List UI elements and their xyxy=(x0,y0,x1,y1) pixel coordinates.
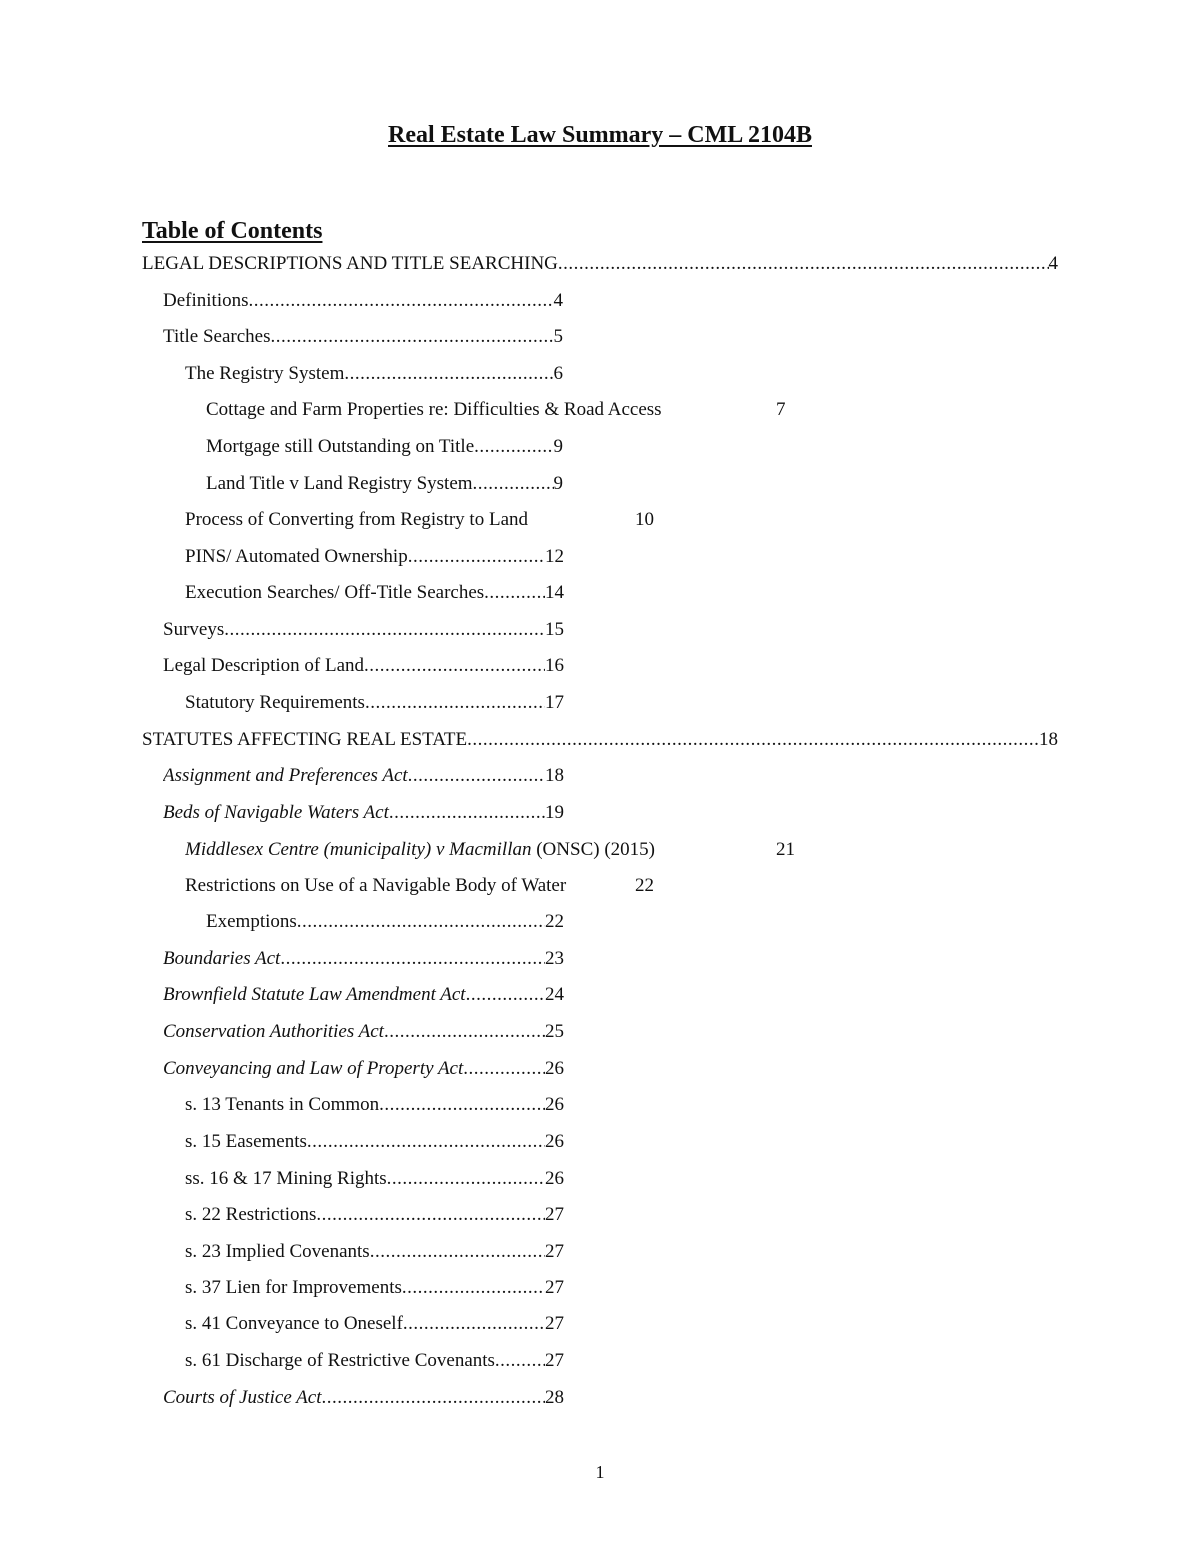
toc-entry-text: Conservation Authorities Act xyxy=(163,1021,384,1042)
dot-leader xyxy=(387,1165,545,1193)
toc-entry-text: Brownfield Statute Law Amendment Act xyxy=(163,984,466,1005)
toc-entry-page: 19 xyxy=(545,802,564,823)
toc-entry-definitions[interactable] xyxy=(163,287,563,315)
dot-leader xyxy=(402,1274,545,1302)
toc-entry-legal-descriptions[interactable] xyxy=(142,250,1058,278)
toc-entry-mortgage-outstanding[interactable] xyxy=(206,433,563,461)
toc-entry-text-suffix: (ONSC) (2015) xyxy=(531,839,655,860)
toc-entry-page: 23 xyxy=(545,948,564,969)
toc-entry-text: Middlesex Centre (municipality) v Macmillan xyxy=(185,839,532,860)
dot-leader xyxy=(389,799,545,827)
toc-entry-s23[interactable] xyxy=(185,1238,564,1266)
dot-leader xyxy=(307,1128,545,1156)
toc-entry-surveys[interactable] xyxy=(163,616,564,644)
dot-leader xyxy=(270,323,553,351)
toc-entry-page: 4 xyxy=(553,290,563,311)
toc-entry-page: 27 xyxy=(545,1277,564,1298)
toc-entry-page: 26 xyxy=(545,1168,564,1189)
toc-entry-page: 24 xyxy=(545,984,564,1005)
toc-entry-text: LEGAL DESCRIPTIONS AND TITLE SEARCHING xyxy=(142,253,558,274)
toc-entry-text: s. 13 Tenants in Common xyxy=(185,1094,380,1115)
dot-leader xyxy=(463,1055,545,1083)
toc-entry-page: 27 xyxy=(545,1204,564,1225)
toc-entry-text: Assignment and Preferences Act xyxy=(163,765,408,786)
toc-entry-page: 27 xyxy=(545,1313,564,1334)
toc-entry-page: 25 xyxy=(545,1021,564,1042)
dot-leader xyxy=(249,287,554,315)
toc-entry-text: s. 15 Easements xyxy=(185,1131,307,1152)
dot-leader xyxy=(495,1347,545,1375)
toc-entry-text: ss. 16 & 17 Mining Rights xyxy=(185,1168,387,1189)
toc-entry-text: Title Searches xyxy=(163,326,271,347)
toc-entry-text: Process of Converting from Registry to Land xyxy=(185,509,529,530)
toc-entry-text: Restrictions on Use of a Navigable Body of Water xyxy=(185,875,567,896)
toc-entry-page: 26 xyxy=(545,1094,564,1115)
toc-entry-beds-navigable-waters[interactable] xyxy=(163,799,564,827)
toc-entry-brownfield[interactable] xyxy=(163,981,564,1009)
dot-leader xyxy=(467,726,1039,754)
toc-entry-s13[interactable] xyxy=(185,1091,564,1119)
toc-entry-page: 17 xyxy=(545,692,564,713)
toc-entry-page: 4 xyxy=(1048,253,1058,274)
dot-leader xyxy=(370,1238,545,1266)
dot-leader xyxy=(466,981,545,1009)
toc-entry-s15[interactable] xyxy=(185,1128,564,1156)
toc-entry-text: Courts of Justice Act xyxy=(163,1387,322,1408)
dot-leader xyxy=(379,1091,545,1119)
toc-entry-page: 9 xyxy=(553,436,563,457)
toc-entry-exemptions[interactable] xyxy=(206,908,564,936)
dot-leader xyxy=(474,433,553,461)
toc-entry-assignment-preferences[interactable] xyxy=(163,762,564,790)
toc-entry-page: 28 xyxy=(545,1387,564,1408)
toc-entry-text: s. 41 Conveyance to Oneself xyxy=(185,1313,403,1334)
dot-leader xyxy=(280,945,545,973)
toc-entry-page: 15 xyxy=(545,619,564,640)
toc-entry-page: 26 xyxy=(545,1131,564,1152)
toc-entry-text: Mortgage still Outstanding on Title xyxy=(206,436,475,457)
toc-entry-text: Land Title v Land Registry System xyxy=(206,473,473,494)
dot-leader xyxy=(224,616,545,644)
document-title: Real Estate Law Summary – CML 2104B xyxy=(388,122,812,148)
toc-entry-s61[interactable] xyxy=(185,1347,564,1375)
toc-entry-page: 18 xyxy=(1039,729,1058,750)
toc-entry-text: Statutory Requirements xyxy=(185,692,365,713)
toc-entry-execution-searches[interactable] xyxy=(185,579,564,607)
toc-entry-s22[interactable] xyxy=(185,1201,564,1229)
toc-entry-page: 26 xyxy=(545,1058,564,1079)
toc-entry-conservation-authorities[interactable] xyxy=(163,1018,564,1046)
toc-entry-page: 14 xyxy=(545,582,564,603)
toc-entry-page: 10 xyxy=(635,509,654,530)
toc-entry-page: 22 xyxy=(545,911,564,932)
toc-entry-page: 16 xyxy=(545,655,564,676)
toc-entry-statutes-affecting[interactable] xyxy=(142,726,1058,754)
toc-entry-boundaries-act[interactable] xyxy=(163,945,564,973)
toc-entry-text: PINS/ Automated Ownership xyxy=(185,546,408,567)
dot-leader xyxy=(558,250,1049,278)
toc-entry-restrictions-navigable[interactable] xyxy=(185,872,685,900)
toc-entry-conveyancing[interactable] xyxy=(163,1055,564,1083)
toc-entry-converting[interactable] xyxy=(185,506,685,534)
toc-entry-text: s. 37 Lien for Improvements xyxy=(185,1277,402,1298)
dot-leader xyxy=(408,762,545,790)
toc-entry-text: Legal Description of Land xyxy=(163,655,365,676)
page-number: 1 xyxy=(595,1462,605,1482)
dot-leader xyxy=(384,1018,545,1046)
toc-entry-page: 5 xyxy=(553,326,563,347)
toc-entry-land-title[interactable] xyxy=(206,470,563,498)
toc-entry-text: s. 22 Restrictions xyxy=(185,1204,317,1225)
toc-entry-page: 22 xyxy=(635,875,654,896)
toc-entry-registry-system[interactable] xyxy=(185,360,563,388)
toc-entry-text: The Registry System xyxy=(185,363,345,384)
toc-heading: Table of Contents xyxy=(142,218,323,244)
toc-entry-legal-description-land[interactable] xyxy=(163,652,564,680)
toc-entry-page: 7 xyxy=(776,399,786,420)
dot-leader xyxy=(403,1310,545,1338)
toc-entry-page: 12 xyxy=(545,546,564,567)
dot-leader xyxy=(322,1384,546,1412)
toc-entry-middlesex-centre[interactable] xyxy=(185,836,805,864)
toc-entry-ss16-17[interactable] xyxy=(185,1165,564,1193)
toc-entry-text: Definitions xyxy=(163,290,249,311)
toc-entry-text: Beds of Navigable Waters Act xyxy=(163,802,389,823)
toc-entry-s37[interactable] xyxy=(185,1274,564,1302)
toc-entry-page: 27 xyxy=(545,1350,564,1371)
dot-leader xyxy=(316,1201,545,1229)
toc-entry-text: Execution Searches/ Off-Title Searches xyxy=(185,582,485,603)
dot-leader xyxy=(344,360,553,388)
toc-entry-text: Surveys xyxy=(163,619,225,640)
toc-entry-page: 18 xyxy=(545,765,564,786)
toc-entry-text: Cottage and Farm Properties re: Difficulties & Road Access xyxy=(206,399,662,420)
toc-entry-text: Boundaries Act xyxy=(163,948,281,969)
toc-entry-courts-of-justice[interactable] xyxy=(163,1384,564,1412)
toc-entry-page: 6 xyxy=(553,363,563,384)
toc-entry-text: s. 61 Discharge of Restrictive Covenants xyxy=(185,1350,495,1371)
toc-entry-page: 27 xyxy=(545,1241,564,1262)
toc-entry-pins[interactable] xyxy=(185,543,564,571)
toc-entry-page: 21 xyxy=(776,839,795,860)
toc-entry-text: Conveyancing and Law of Property Act xyxy=(163,1058,464,1079)
toc-entry-text: STATUTES AFFECTING REAL ESTATE xyxy=(142,729,468,750)
toc-entry-text: Exemptions xyxy=(206,911,297,932)
dot-leader xyxy=(297,908,545,936)
toc-entry-s41[interactable] xyxy=(185,1310,564,1338)
dot-leader xyxy=(408,543,545,571)
dot-leader xyxy=(484,579,545,607)
dot-leader xyxy=(364,652,545,680)
toc-entry-text: s. 23 Implied Covenants xyxy=(185,1241,370,1262)
toc-entry-page: 9 xyxy=(553,473,563,494)
dot-leader xyxy=(365,689,545,717)
toc-entry-cottage-farm[interactable] xyxy=(206,396,806,424)
toc-entry-statutory-requirements[interactable] xyxy=(185,689,564,717)
toc-entry-title-searches[interactable] xyxy=(163,323,563,351)
dot-leader xyxy=(473,470,554,498)
